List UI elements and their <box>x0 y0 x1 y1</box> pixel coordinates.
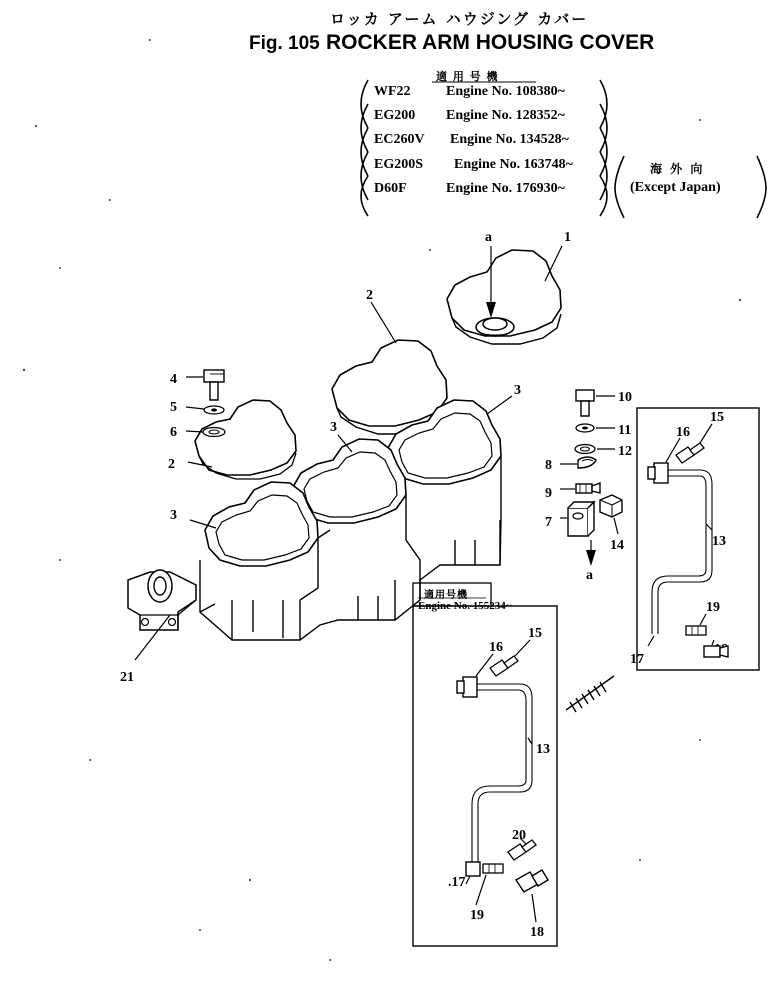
bottom-inset-label-box <box>413 583 491 606</box>
callout-12: 12 <box>618 444 632 459</box>
callout-18-inset: 18 <box>530 925 544 940</box>
callout-a-top: a <box>485 230 492 245</box>
washer-part-11 <box>576 424 594 432</box>
tube-end-fitting-inset <box>466 862 480 876</box>
figure-number: Fig. 105 <box>249 33 320 54</box>
model-row-1-engine: Engine No. 128352~ <box>446 108 565 123</box>
bolt-part-4 <box>204 370 224 400</box>
washer-part-6 <box>203 428 225 437</box>
model-row-3-engine: Engine No. 163748~ <box>454 157 573 172</box>
callout-1: 1 <box>564 230 571 245</box>
bolt-part-10 <box>576 390 594 416</box>
applicable-label: 適 用 号 機 <box>436 70 499 83</box>
header-note-jp: 海 外 向 <box>650 162 705 176</box>
callout-16-inset: 16 <box>489 640 503 655</box>
model-row-4-model: D60F <box>374 181 407 196</box>
callout-21: 21 <box>120 670 134 685</box>
washer-part-5 <box>204 406 224 414</box>
gasket-part-3-left <box>205 482 318 566</box>
callout-11: 11 <box>618 423 632 438</box>
part-7-block <box>568 502 594 536</box>
callout-7: 7 <box>545 515 552 530</box>
callout-10: 10 <box>618 390 632 405</box>
callout-19-right: 19 <box>706 600 720 615</box>
callout-19-inset: 19 <box>470 908 484 923</box>
inset-applicable-label: 適用号機 <box>424 590 468 601</box>
part-8-gasket <box>578 457 596 468</box>
cover-part-1 <box>447 250 561 344</box>
part-9-fitting <box>576 483 600 493</box>
callout-2-lower: 2 <box>168 457 175 472</box>
callout-9: 9 <box>545 486 552 501</box>
plug-part-18-right <box>704 646 728 657</box>
link-squiggle <box>566 676 614 712</box>
washer-part-12 <box>575 445 595 454</box>
callout-6: 6 <box>170 425 177 440</box>
callout-3-right: 3 <box>514 383 521 398</box>
plug-part-18-inset <box>516 870 548 892</box>
callout-5: 5 <box>170 400 177 415</box>
callout-3-mid: 3 <box>330 420 337 435</box>
callout-2-upper: 2 <box>366 288 373 303</box>
page-title: ROCKER ARM HOUSING COVER <box>326 31 655 54</box>
plug-part-20-inset <box>508 840 536 860</box>
bolt-part-15-inset <box>490 656 518 676</box>
connector-part-16-right <box>648 463 668 483</box>
callout-13-inset: 13 <box>536 742 550 757</box>
connector-part-16-inset <box>457 677 477 697</box>
tube-part-13-inset <box>472 684 532 862</box>
model-row-0-engine: Engine No. 108380~ <box>446 84 565 99</box>
header-note-en: (Except Japan) <box>630 180 721 195</box>
model-list-brackets <box>361 80 766 218</box>
callout-17-inset: .17 <box>448 875 466 890</box>
callout-13-right: 13 <box>712 534 726 549</box>
bolt-part-15-right <box>676 443 704 463</box>
bottom-inset-box <box>413 606 557 946</box>
model-row-2-engine: Engine No. 134528~ <box>450 132 569 147</box>
bracket-part-21 <box>128 570 196 630</box>
callout-15-inset: 15 <box>528 626 542 641</box>
callout-15-right: 15 <box>710 410 724 425</box>
callout-20: 20 <box>512 828 526 843</box>
part-14-nut <box>600 495 622 517</box>
callout-4: 4 <box>170 372 177 387</box>
model-row-1-model: EG200 <box>374 108 416 123</box>
callout-16-right: 16 <box>676 425 690 440</box>
model-row-2-model: EC260V <box>374 132 425 147</box>
callout-3-left: 3 <box>170 508 177 523</box>
callout-17-right: 17 <box>630 652 644 667</box>
tube-part-13-right <box>652 470 712 634</box>
sleeve-part-19-inset <box>483 864 503 873</box>
model-row-3-model: EG200S <box>374 157 424 172</box>
callout-8: 8 <box>545 458 552 473</box>
sleeve-part-19-right <box>686 626 706 635</box>
callout-14: 14 <box>610 538 624 553</box>
model-row-0-model: WF22 <box>374 84 411 99</box>
header-jp-title: ロッカ アーム ハウジング カバー <box>330 10 589 28</box>
inset-engine-note: Engine No. 155234~ <box>418 600 512 612</box>
model-row-4-engine: Engine No. 176930~ <box>446 181 565 196</box>
callout-a-right: a <box>586 568 593 583</box>
